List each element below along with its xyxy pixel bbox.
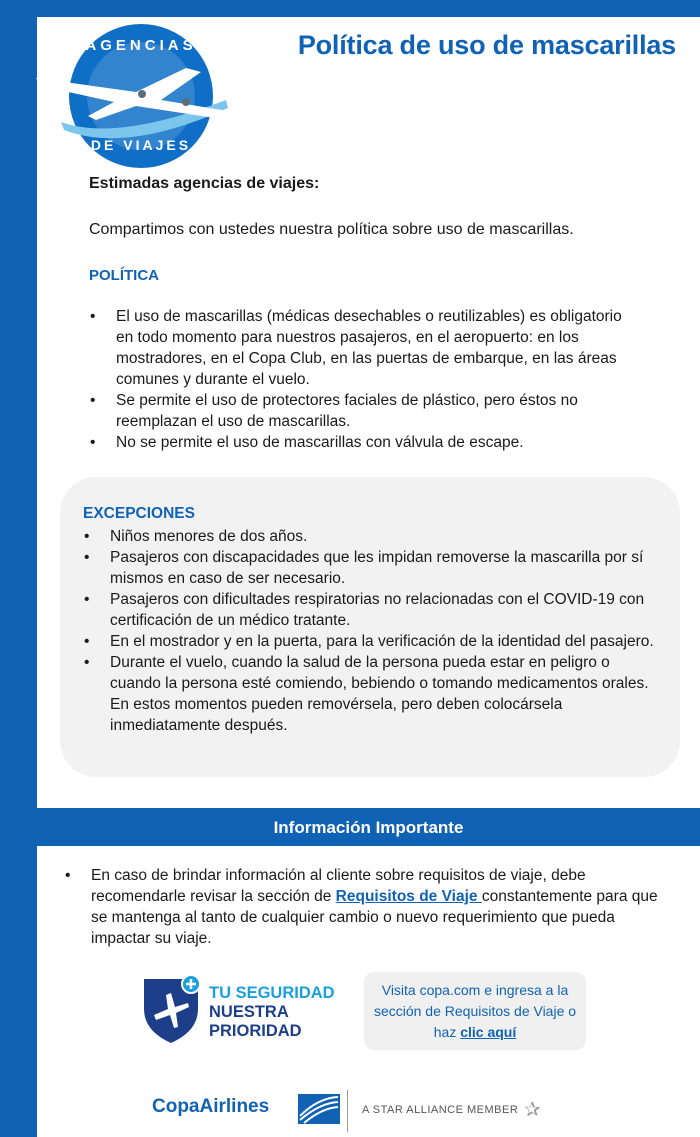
important-info-heading: Información Importante — [273, 818, 464, 837]
safety-line-3: PRIORIDAD — [209, 1022, 302, 1040]
clic-aqui-link[interactable]: clic aquí — [460, 1024, 517, 1040]
list-item: • Niños menores de dos años. — [83, 526, 658, 547]
requisitos-de-viaje-link[interactable]: Requisitos de Viaje — [335, 888, 482, 905]
logo-bottom-text: DE VIAJES — [90, 137, 192, 153]
logo-top-text: AGENCIAS — [85, 37, 197, 54]
greeting: Estimadas agencias de viajes: — [89, 175, 320, 192]
safety-slogan — [209, 984, 335, 1041]
list-item: • En el mostrador y en la puerta, para la verificación de la identidad del pasajero. — [83, 631, 658, 652]
copa-wing-icon — [298, 1094, 340, 1124]
list-item: • Pasajeros con discapacidades que les impidan removerse la mascarilla por sí mismos en caso de ser necesario. — [83, 547, 658, 589]
list-item: • El uso de mascarillas (médicas desechables o reutilizables) es obligatorio en todo momento para nuestros pasajeros, en el aeropuerto: en los mostradores, en el Copa Club, en las puertas de embarque, en las áreas comunes y durante el vuelo. — [89, 306, 634, 390]
visit-text — [364, 980, 586, 1043]
page-title: Política de uso de mascarillas — [297, 30, 676, 60]
list-item: • Pasajeros con dificultades respiratorias no relacionadas con el COVID-19 con certificación de un médico tratante. — [83, 589, 658, 631]
agencias-de-viajes-logo — [36, 22, 246, 172]
exceptions-heading: EXCEPCIONES — [83, 505, 195, 522]
policy-list — [89, 306, 634, 453]
info-text-before: En caso de brindar información al cliente sobre requisitos de viaje, debe recomendarle revisar la sección de — [91, 867, 586, 905]
star-alliance-text: A STAR ALLIANCE MEMBER — [362, 1104, 519, 1116]
visit-message: Visita copa.com e ingresa a la sección de Requisitos de Viaje o haz — [373, 982, 577, 1040]
list-item: • Se permite el uso de protectores faciales de plástico, pero éstos no reemplazan el uso de mascarillas. — [89, 390, 634, 432]
safety-line-2: NUESTRA — [209, 1003, 289, 1021]
list-item: • No se permite el uso de mascarillas con válvula de escape. — [89, 432, 634, 453]
safety-line-1: TU SEGURIDAD — [209, 984, 335, 1002]
intro-text: Compartimos con ustedes nuestra política sobre uso de mascarillas. — [89, 221, 574, 238]
left-border — [0, 0, 37, 1137]
footer-divider — [347, 1090, 348, 1132]
important-info-list — [64, 865, 674, 949]
list-item — [64, 865, 674, 949]
star-alliance-icon: ✰ — [524, 1099, 541, 1121]
exceptions-list — [83, 526, 658, 736]
top-border — [0, 0, 700, 17]
policy-heading: POLÍTICA — [89, 267, 159, 284]
info-text-after: constantemente para que se mantenga al tanto de cualquier cambio o nuevo requerimiento que pueda impactar su viaje. — [91, 888, 658, 947]
list-item: • Durante el vuelo, cuando la salud de la persona pueda estar en peligro o cuando la persona esté comiendo, bebiendo o tomando medicamentos orales. En estos momentos pueden removérsela, pero deben colocársela inmediatamente después. — [83, 652, 658, 736]
copa-airlines-logo: CopaAirlines — [152, 1096, 270, 1117]
